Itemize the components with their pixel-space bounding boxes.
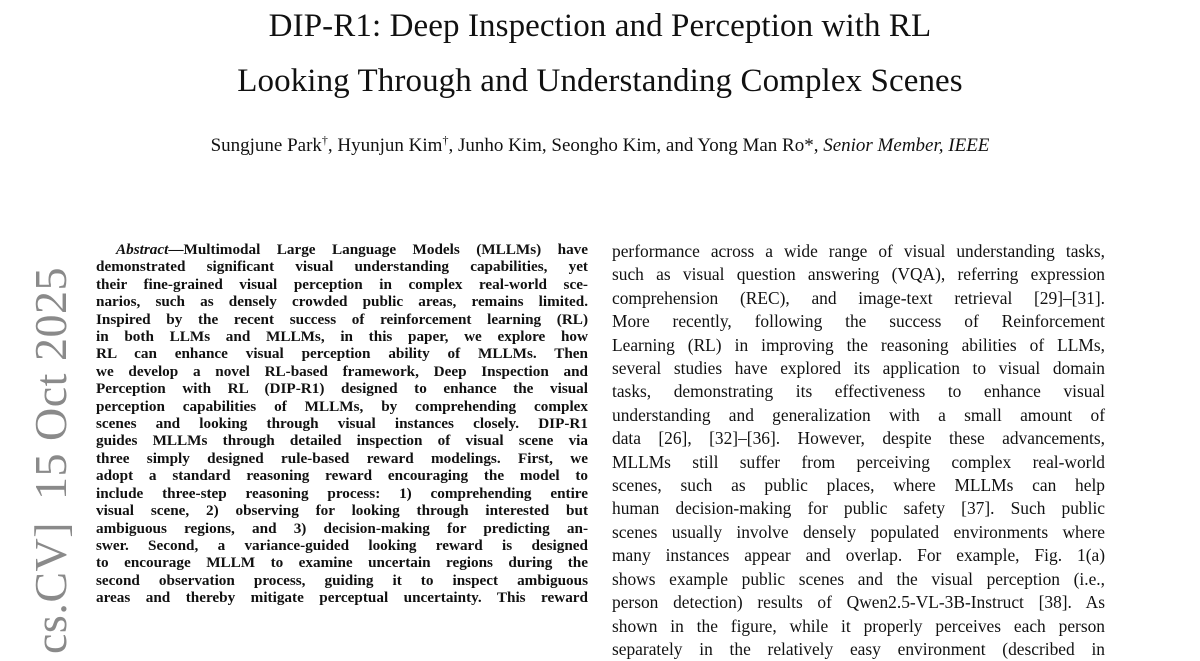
body-line: separately in the relatively easy environment (described in [612,638,1105,659]
abstract-line: swer. Second, a variance-guided looking reward is designed [96,536,588,554]
abstract-label: Abstract [116,241,169,258]
body-line: shows example public scenes and the visual perception (i.e., [612,568,1105,589]
body-line: tasks, demonstrating its effectiveness to enhance visual [612,381,1105,402]
author-name: Sungjune Park [210,135,322,156]
body-line: such as visual question answering (VQA), referring expression [612,264,1105,285]
body-line: scenes, such as public places, where MLLMs can help [612,475,1105,496]
abstract-line: ambiguous regions, and 3) decision-making for predicting an- [96,519,588,537]
abstract-line: perception capabilities of MLLMs, by comprehending complex [96,397,588,415]
abstract-line: visual scene, 2) observing for looking through interested but [96,502,588,520]
body-line: understanding and generalization with a small amount of [612,404,1105,425]
author-affiliation: Senior Member, IEEE [823,135,990,156]
body-line: More recently, following the success of Reinforcement [612,311,1105,332]
body-line: many instances appear and overlap. For example, Fig. 1(a) [612,545,1105,566]
author-list [0,128,1200,158]
abstract-line [96,241,588,258]
author-names-rest: , Junho Kim, Seongho Kim, and Yong Man Ro*, [448,135,824,156]
abstract-line: scenes and looking through visual instances closely. DIP-R1 [96,415,588,433]
abstract-line: Inspired by the recent success of reinforcement learning (RL) [96,310,588,328]
abstract-line: their fine-grained visual perception in complex real-world sce- [96,275,588,293]
body-line: person detection) results of Qwen2.5-VL-3B-Instruct [38]. As [612,592,1105,613]
body-line: Learning (RL) in improving the reasoning abilities of LLMs, [612,334,1105,355]
abstract-line: RL can enhance visual perception ability of MLLMs. Then [96,345,588,363]
author-name: Hyunjun Kim [337,135,443,156]
body-line: MLLMs still suffer from perceiving complex real-world [612,451,1105,472]
dagger-mark: † [321,133,328,147]
arxiv-stamp [25,267,76,654]
body-text-column [612,240,1105,661]
author-separator: , [327,135,338,156]
abstract-column [96,241,588,607]
abstract-line: guides MLLMs through detailed inspection of visual scene via [96,432,588,450]
abstract-line-text: —Multimodal Large Language Models (MLLMs) have [168,241,588,258]
arxiv-category: cs.CV] [25,521,76,654]
body-line: data [26], [32]–[36]. However, despite these advancements, [612,428,1105,449]
abstract-line: demonstrated significant visual understanding capabilities, yet [96,258,588,276]
abstract-line: we develop a novel RL-based framework, Deep Inspection and [96,362,588,380]
arxiv-date: 15 Oct 2025 [25,267,76,500]
paper-title-line-1: DIP-R1: Deep Inspection and Perception with RL [268,8,932,44]
abstract-line: second observation process, guiding it to inspect ambiguous [96,571,588,589]
abstract-line: areas and thereby mitigate perceptual uncertainty. This reward [96,589,588,607]
abstract-line: narios, such as densely crowded public areas, remains limited. [96,293,588,311]
body-line: comprehension (REC), and image-text retrieval [29]–[31]. [612,287,1105,308]
abstract-line: three simply designed rule-based reward modelings. First, we [96,449,588,467]
abstract-line: adopt a standard reasoning reward encouraging the model to [96,467,588,485]
abstract-line: Perception with RL (DIP-R1) designed to enhance the visual [96,380,588,398]
abstract-line: to encourage MLLM to examine uncertain regions during the [96,554,588,572]
body-line: human decision-making for public safety [37]. Such public [612,498,1105,519]
abstract-line: include three-step reasoning process: 1) comprehending entire [96,484,588,502]
body-line: scenes usually involve densely populated environments where [612,521,1105,542]
dagger-mark: † [442,133,449,147]
body-line: several studies have explored its application to visual domain [612,358,1105,379]
abstract-line: in both LLMs and MLLMs, in this paper, we explore how [96,328,588,346]
body-line: performance across a wide range of visual understanding tasks, [612,241,1105,261]
body-line: shown in the figure, while it properly perceives each person [612,615,1105,636]
paper-title-line-2: Looking Through and Understanding Complex Scenes [237,63,963,99]
